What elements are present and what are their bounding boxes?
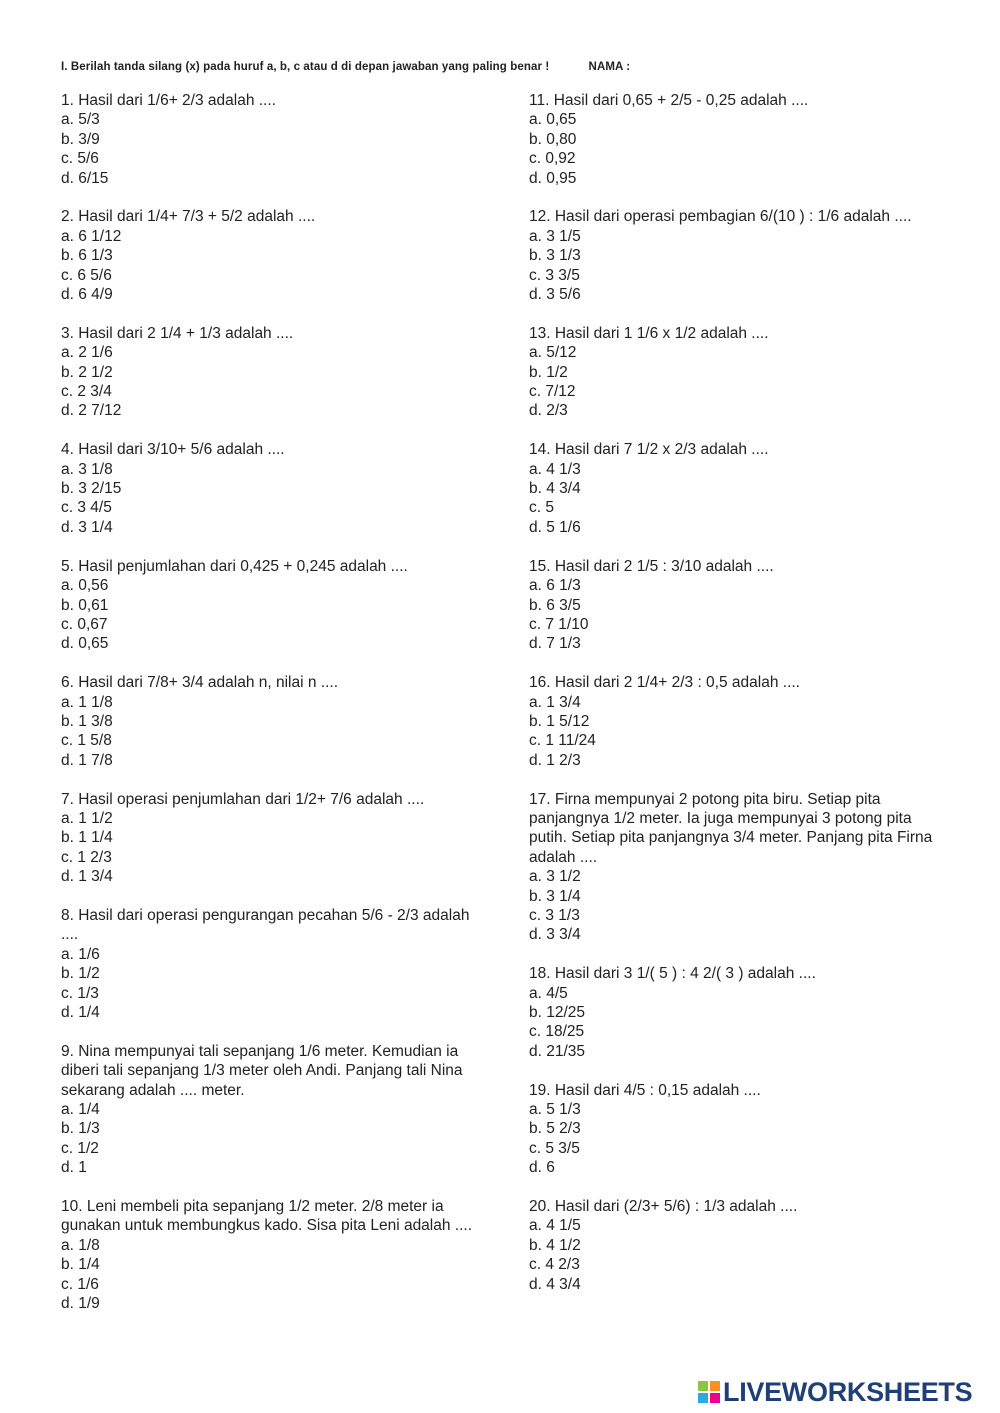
answer-option[interactable]: a. 1/8 (61, 1236, 100, 1254)
question-item (61, 673, 481, 770)
liveworksheets-logo-icon (698, 1381, 720, 1403)
answer-option[interactable]: b. 3/9 (61, 130, 100, 148)
answer-option[interactable]: c. 1/2 (61, 1139, 99, 1157)
answer-option[interactable]: a. 0,65 (529, 111, 577, 129)
answer-option[interactable]: d. 3 1/4 (61, 518, 113, 536)
answer-option[interactable]: c. 5 3/5 (529, 1139, 580, 1157)
question-item (529, 673, 939, 770)
answer-option[interactable]: c. 6 5/6 (61, 266, 112, 284)
name-label: NAMA : (588, 61, 631, 73)
question-item (61, 324, 481, 421)
question-item (61, 906, 481, 1022)
question-item (529, 1081, 939, 1178)
answer-option[interactable]: a. 5 1/3 (529, 1101, 581, 1118)
answer-option[interactable]: a. 1/6 (61, 945, 100, 963)
left-question-column (61, 91, 481, 1333)
question-item (61, 1042, 481, 1178)
answer-option[interactable]: d. 3 5/6 (529, 286, 581, 304)
answer-option[interactable]: c. 3 1/3 (529, 906, 580, 924)
answer-option[interactable]: d. 21/35 (529, 1042, 586, 1060)
answer-option[interactable]: b. 1 1/4 (61, 829, 113, 847)
question-item (61, 207, 481, 304)
answer-option[interactable]: b. 1 3/8 (61, 712, 113, 730)
answer-option[interactable]: d. 2/3 (529, 402, 568, 420)
answer-option[interactable]: d. 6 (529, 1159, 555, 1177)
question-text: 13. Hasil dari 1 1/6 x 1/2 adalah .... (529, 324, 769, 342)
question-item (529, 1197, 939, 1294)
question-text: 15. Hasil dari 2 1/5 : 3/10 adalah .... (529, 557, 774, 575)
answer-option[interactable]: d. 0,65 (61, 635, 109, 653)
answer-option[interactable]: c. 5 (529, 499, 554, 517)
answer-option[interactable]: d. 1 7/8 (61, 751, 113, 769)
question-item (529, 91, 939, 188)
answer-option[interactable]: b. 1/4 (61, 1256, 100, 1274)
answer-option[interactable]: b. 0,80 (529, 130, 577, 148)
answer-option[interactable]: b. 1 5/12 (529, 712, 590, 730)
answer-option[interactable]: c. 3 4/5 (61, 499, 112, 517)
question-text: 9. Nina mempunyai tali sepanjang 1/6 meter. Kemudian ia diberi tali sepanjang 1/3 meter oleh Andi. Panjang tali Nina sekarang adalah .... meter. (61, 1042, 463, 1099)
logo-text: LIVEWORKSHEETS (723, 1376, 973, 1407)
answer-option[interactable]: c. 0,92 (529, 150, 576, 168)
answer-option[interactable]: b. 2 1/2 (61, 363, 113, 381)
question-item (529, 207, 939, 304)
answer-option[interactable]: a. 0,56 (61, 577, 109, 595)
question-item (61, 1197, 481, 1313)
question-text: 14. Hasil dari 7 1/2 x 2/3 adalah .... (529, 441, 769, 459)
answer-option[interactable]: a. 2 1/6 (61, 344, 113, 362)
logo-square (710, 1381, 720, 1391)
answer-option[interactable]: b. 6 3/5 (529, 596, 581, 614)
question-item (61, 557, 481, 654)
answer-option[interactable]: a. 5/3 (61, 111, 100, 129)
question-text: 10. Leni membeli pita sepanjang 1/2 meter. 2/8 meter ia gunakan untuk membungkus kado. Sisa pita Leni adalah .... (61, 1198, 473, 1235)
answer-option[interactable]: c. 4 2/3 (529, 1256, 580, 1274)
logo-square (698, 1393, 708, 1403)
answer-option[interactable]: d. 1 2/3 (529, 751, 581, 769)
logo-square (698, 1381, 708, 1391)
answer-option[interactable]: c. 1/3 (61, 984, 99, 1002)
question-item (529, 324, 939, 421)
question-text: 17. Firna mempunyai 2 potong pita biru. Setiap pita panjangnya 1/2 meter. Ia juga mempunyai 3 potong pita putih. Setiap pita panjangnya 3/4 meter. Panjang pita Firna adalah .... (529, 790, 933, 866)
answer-option[interactable]: d. 1/4 (61, 1003, 100, 1021)
answer-option[interactable]: a. 5/12 (529, 344, 577, 362)
answer-option[interactable]: c. 3 3/5 (529, 266, 580, 284)
question-text: 5. Hasil penjumlahan dari 0,425 + 0,245 adalah .... (61, 557, 408, 575)
question-item (529, 440, 939, 537)
answer-option[interactable]: a. 3 1/5 (529, 227, 581, 245)
answer-option[interactable]: d. 7 1/3 (529, 635, 581, 653)
answer-option[interactable]: b. 4 3/4 (529, 480, 581, 498)
question-item (61, 91, 481, 188)
question-text: 16. Hasil dari 2 1/4+ 2/3 : 0,5 adalah .... (529, 674, 800, 692)
answer-option[interactable]: b. 3 1/3 (529, 247, 581, 265)
worksheet-header (61, 61, 630, 73)
question-text: 4. Hasil dari 3/10+ 5/6 adalah .... (61, 441, 285, 459)
question-text: 12. Hasil dari operasi pembagian 6/(10 ) : 1/6 adalah .... (529, 208, 912, 226)
answer-option[interactable]: a. 3 1/2 (529, 868, 581, 886)
question-text: 1. Hasil dari 1/6+ 2/3 adalah .... (61, 92, 276, 109)
answer-option[interactable]: b. 1/2 (529, 363, 568, 381)
question-item (61, 440, 481, 537)
answer-option[interactable]: d. 6 4/9 (61, 286, 113, 304)
answer-option[interactable]: b. 5 2/3 (529, 1120, 581, 1138)
question-item (61, 790, 481, 887)
answer-option[interactable]: c. 1 2/3 (61, 848, 112, 866)
question-item (529, 964, 939, 1061)
answer-option[interactable]: b. 12/25 (529, 1003, 586, 1021)
instruction-text: I. Berilah tanda silang (x) pada huruf a, b, c atau d di depan jawaban yang paling benar ! (61, 61, 550, 73)
answer-option[interactable]: c. 5/6 (61, 150, 99, 168)
answer-option[interactable]: d. 1 3/4 (61, 868, 113, 886)
answer-option[interactable]: c. 1 11/24 (529, 732, 596, 750)
answer-option[interactable]: a. 1 3/4 (529, 693, 581, 711)
answer-option[interactable]: d. 2 7/12 (61, 402, 122, 420)
answer-option[interactable]: b. 6 1/3 (61, 247, 113, 265)
answer-option[interactable]: a. 4 1/3 (529, 460, 581, 478)
answer-option[interactable]: b. 0,61 (61, 596, 109, 614)
answer-option[interactable]: a. 1 1/8 (61, 693, 113, 711)
question-text: 2. Hasil dari 1/4+ 7/3 + 5/2 adalah .... (61, 208, 316, 226)
answer-option[interactable]: d. 1/9 (61, 1295, 100, 1313)
answer-option[interactable]: a. 6 1/3 (529, 577, 581, 595)
liveworksheets-logo (698, 1377, 972, 1407)
logo-square (710, 1393, 720, 1403)
question-text: 19. Hasil dari 4/5 : 0,15 adalah .... (529, 1081, 761, 1099)
answer-option[interactable]: c. 2 3/4 (61, 383, 112, 401)
answer-option[interactable]: c. 1 5/8 (61, 732, 112, 750)
answer-option[interactable]: a. 6 1/12 (61, 227, 122, 245)
answer-option[interactable]: c. 18/25 (529, 1023, 585, 1041)
question-text: 7. Hasil operasi penjumlahan dari 1/2+ 7/6 adalah .... (61, 790, 425, 808)
answer-option[interactable]: d. 3 3/4 (529, 926, 581, 944)
question-text: 8. Hasil dari operasi pengurangan pecahan 5/6 - 2/3 adalah .... (61, 906, 470, 944)
answer-option[interactable]: b. 4 1/2 (529, 1236, 581, 1254)
answer-option[interactable]: d. 5 1/6 (529, 518, 581, 536)
answer-option[interactable]: c. 7 1/10 (529, 615, 589, 633)
right-question-column (529, 91, 939, 1313)
answer-option[interactable]: a. 4 1/5 (529, 1217, 581, 1235)
question-text: 18. Hasil dari 3 1/( 5 ) : 4 2/( 3 ) adalah .... (529, 965, 816, 983)
answer-option[interactable]: d. 6/15 (61, 169, 109, 187)
question-text: 11. Hasil dari 0,65 + 2/5 - 0,25 adalah .... (529, 92, 809, 109)
question-item (529, 557, 939, 654)
answer-option[interactable]: d. 0,95 (529, 169, 577, 187)
answer-option[interactable]: c. 7/12 (529, 383, 576, 401)
answer-option[interactable]: a. 4/5 (529, 984, 568, 1002)
question-text: 3. Hasil dari 2 1/4 + 1/3 adalah .... (61, 324, 294, 342)
answer-option[interactable]: a. 1/4 (61, 1101, 100, 1118)
answer-option[interactable]: c. 1/6 (61, 1275, 99, 1293)
answer-option[interactable]: b. 1/3 (61, 1120, 100, 1138)
answer-option[interactable]: a. 3 1/8 (61, 460, 113, 478)
question-text: 6. Hasil dari 7/8+ 3/4 adalah n, nilai n .... (61, 674, 339, 692)
answer-option[interactable]: a. 1 1/2 (61, 809, 113, 827)
answer-option[interactable]: d. 1 (61, 1159, 87, 1177)
answer-option[interactable]: b. 3 1/4 (529, 887, 581, 905)
answer-option[interactable]: b. 1/2 (61, 965, 100, 983)
question-text: 20. Hasil dari (2/3+ 5/6) : 1/3 adalah .... (529, 1198, 798, 1216)
answer-option[interactable]: b. 3 2/15 (61, 480, 122, 498)
answer-option[interactable]: c. 0,67 (61, 615, 108, 633)
question-item (529, 790, 939, 945)
answer-option[interactable]: d. 4 3/4 (529, 1275, 581, 1293)
